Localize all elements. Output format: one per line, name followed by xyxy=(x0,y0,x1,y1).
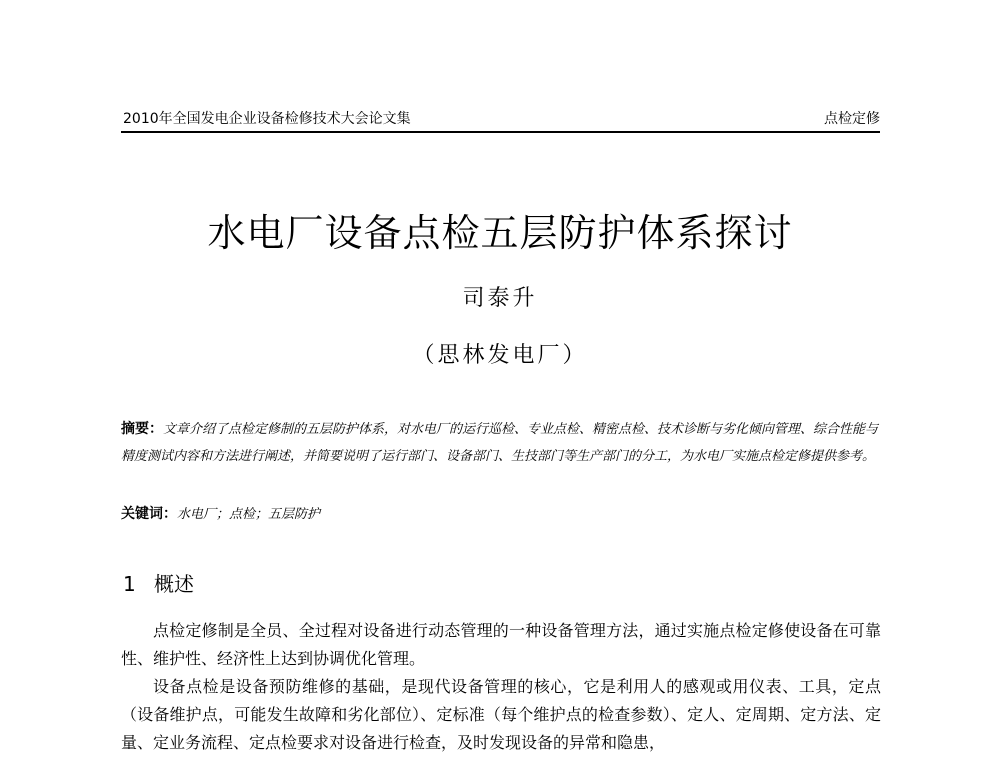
section-heading xyxy=(123,569,194,599)
abstract xyxy=(121,416,881,470)
proceedings-title: 2010年全国发电企业设备检修技术大会论文集 xyxy=(123,111,411,127)
author: 司泰升 xyxy=(462,286,538,311)
section-category: 点检定修 xyxy=(824,111,880,127)
keywords-text: 水电厂；点检；五层防护 xyxy=(177,507,321,522)
body-paragraph: 点检定修制是全员、全过程对设备进行动态管理的一种设备管理方法，通过实施点检定修使设备在可靠性、维护性、经济性上达到协调优化管理。 xyxy=(121,621,881,668)
section-body xyxy=(121,617,881,757)
section-number: 1 xyxy=(123,572,136,596)
affiliation: （思林发电厂） xyxy=(412,343,588,368)
body-paragraph: 设备点检是设备预防维修的基础，是现代设备管理的核心，它是利用人的感观或用仪表、工具，定点（设备维护点，可能发生故障和劣化部位）、定标准（每个维护点的检查参数）、定人、定周期、定方法、定量、定业务流程、定点检要求对设备进行检查，及时发现设备的异常和隐患， xyxy=(121,677,881,752)
section-title: 概述 xyxy=(154,572,194,596)
abstract-label: 摘要： xyxy=(121,421,163,437)
paper-title: 水电厂设备点检五层防护体系探讨 xyxy=(207,211,793,255)
keywords xyxy=(121,502,881,527)
keywords-label: 关键词： xyxy=(121,506,177,522)
abstract-text: 文章介绍了点检定修制的五层防护体系，对水电厂的运行巡检、专业点检、精密点检、技术诊断与劣化倾向管理、综合性能与精度测试内容和方法进行阐述，并简要说明了运行部门、设备部门、生技部门等生产部门的分工，为水电厂实施点检定修提供参考。 xyxy=(121,422,879,464)
running-header xyxy=(123,107,880,131)
header-rule xyxy=(121,131,880,133)
